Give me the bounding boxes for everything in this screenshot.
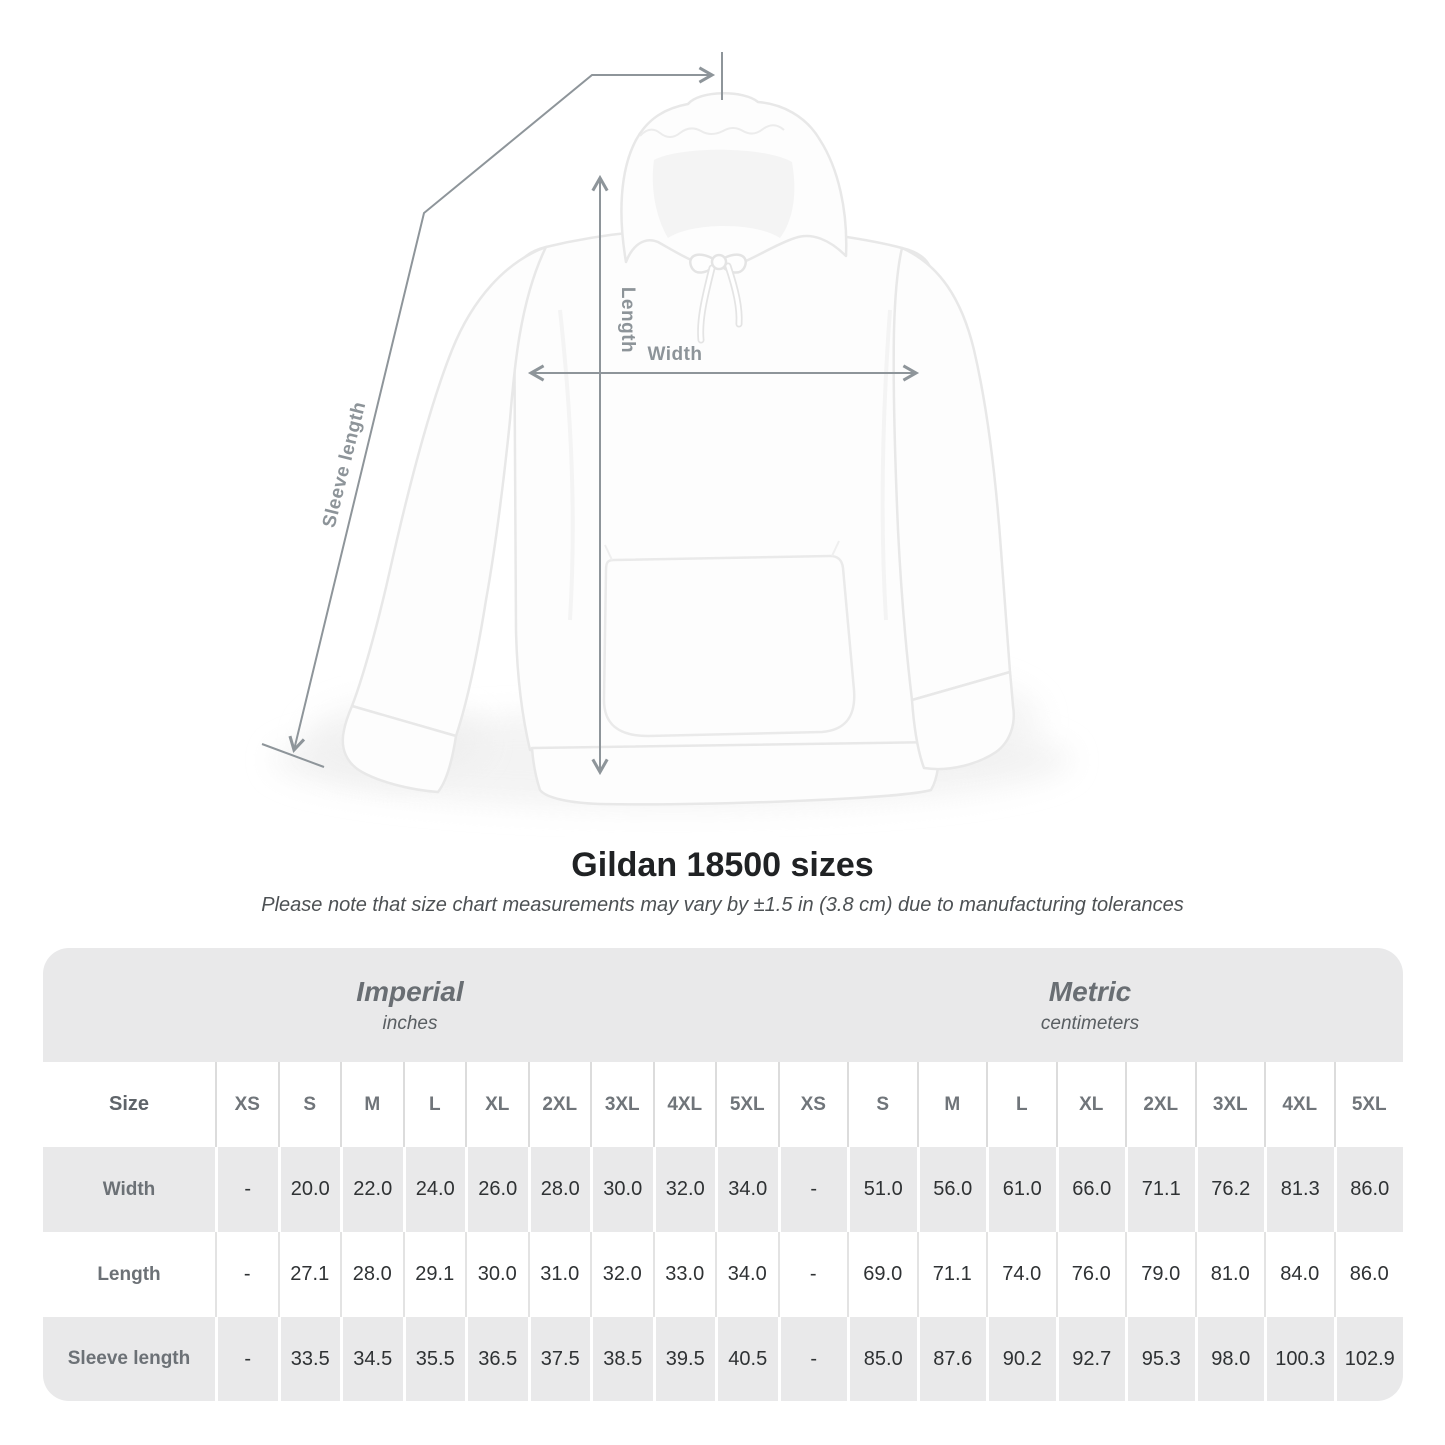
value-cell: 39.5 <box>653 1317 716 1401</box>
value-cell: 34.0 <box>715 1232 778 1317</box>
tolerance-note: Please note that size chart measurements may vary by ±1.5 in (3.8 cm) due to manufacturing tolerances <box>261 894 1184 916</box>
size-column-header: XL <box>465 1062 528 1147</box>
value-cell: 28.0 <box>340 1232 403 1317</box>
size-column-header: 5XL <box>715 1062 778 1147</box>
value-cell: 98.0 <box>1195 1317 1265 1401</box>
value-cell: 71.1 <box>1125 1147 1195 1232</box>
value-cell: 22.0 <box>340 1147 403 1232</box>
value-cell: 71.1 <box>917 1232 987 1317</box>
size-column-header: 4XL <box>1264 1062 1334 1147</box>
value-cell: 74.0 <box>986 1232 1056 1317</box>
hoodie-pocket <box>604 556 854 736</box>
value-cell: 38.5 <box>590 1317 653 1401</box>
value-cell: 79.0 <box>1125 1232 1195 1317</box>
value-cell: 36.5 <box>465 1317 528 1401</box>
value-cell: 86.0 <box>1334 1147 1404 1232</box>
value-cell: 87.6 <box>917 1317 987 1401</box>
row-label-cell: Length <box>97 1263 161 1285</box>
size-column-header: XS <box>215 1062 278 1147</box>
value-cell: - <box>778 1232 848 1317</box>
value-cell: 51.0 <box>847 1147 917 1232</box>
page-title: Gildan 18500 sizes <box>571 846 874 884</box>
size-column-header: M <box>340 1062 403 1147</box>
row-label-cell: Width <box>102 1178 156 1200</box>
value-cell: - <box>778 1147 848 1232</box>
imperial-section-header <box>43 948 777 1062</box>
value-cell: 34.5 <box>340 1317 403 1401</box>
value-cell: - <box>215 1232 278 1317</box>
value-cell: 35.5 <box>403 1317 466 1401</box>
size-column-header: XL <box>1056 1062 1126 1147</box>
metric-unit: centimeters <box>1040 1012 1140 1034</box>
value-cell: 31.0 <box>528 1232 591 1317</box>
size-column-header: 5XL <box>1334 1062 1404 1147</box>
value-cell: - <box>778 1317 848 1401</box>
unit-band <box>43 948 1403 1062</box>
value-cell: 84.0 <box>1264 1232 1334 1317</box>
value-cell: 81.3 <box>1264 1147 1334 1232</box>
table-body <box>43 1147 1403 1401</box>
size-column-header: XS <box>778 1062 848 1147</box>
value-cell: 32.0 <box>653 1147 716 1232</box>
size-column-header: 4XL <box>653 1062 716 1147</box>
hood-opening-shade <box>653 150 795 238</box>
value-cell: 92.7 <box>1056 1317 1126 1401</box>
value-cell: 56.0 <box>917 1147 987 1232</box>
value-cell: - <box>215 1317 278 1401</box>
value-cell: 30.0 <box>465 1232 528 1317</box>
size-column-header: 3XL <box>1195 1062 1265 1147</box>
size-column-header: L <box>403 1062 466 1147</box>
imperial-title: Imperial <box>356 975 464 1007</box>
size-column-header: 2XL <box>1125 1062 1195 1147</box>
value-cell: 33.5 <box>278 1317 341 1401</box>
hoodie-hem <box>532 742 939 804</box>
imperial-unit: inches <box>382 1012 438 1034</box>
value-cell: 26.0 <box>465 1147 528 1232</box>
value-cell: 69.0 <box>847 1232 917 1317</box>
value-cell: 81.0 <box>1195 1232 1265 1317</box>
size-column-header: 2XL <box>528 1062 591 1147</box>
value-cell: 61.0 <box>986 1147 1056 1232</box>
value-cell: 76.0 <box>1056 1232 1126 1317</box>
value-cell: 34.0 <box>715 1147 778 1232</box>
value-cell: 20.0 <box>278 1147 341 1232</box>
value-cell: 40.5 <box>715 1317 778 1401</box>
value-cell: 86.0 <box>1334 1232 1404 1317</box>
hoodie-right-sleeve <box>894 248 1010 700</box>
value-cell: 102.9 <box>1334 1317 1404 1401</box>
size-column-header: S <box>278 1062 341 1147</box>
value-cell: 33.0 <box>653 1232 716 1317</box>
value-cell: 95.3 <box>1125 1317 1195 1401</box>
value-cell: 27.1 <box>278 1232 341 1317</box>
metric-title: Metric <box>1048 975 1132 1007</box>
length-label: Length <box>617 286 638 354</box>
value-cell: 30.0 <box>590 1147 653 1232</box>
hoodie-illustration <box>343 93 1014 804</box>
value-cell: 66.0 <box>1056 1147 1126 1232</box>
row-label-cell: Sleeve length <box>67 1348 191 1369</box>
size-column-header: 3XL <box>590 1062 653 1147</box>
size-column-header: M <box>917 1062 987 1147</box>
width-label: Width <box>647 344 703 365</box>
value-cell: 24.0 <box>403 1147 466 1232</box>
value-cell: 85.0 <box>847 1317 917 1401</box>
size-column-header: L <box>986 1062 1056 1147</box>
size-table <box>43 948 1403 1401</box>
table-row <box>43 1232 1403 1317</box>
size-header-row <box>43 1062 1403 1147</box>
value-cell: 37.5 <box>528 1317 591 1401</box>
value-cell: 29.1 <box>403 1232 466 1317</box>
size-column-header: S <box>847 1062 917 1147</box>
row-header-cell: Size <box>108 1093 150 1115</box>
value-cell: - <box>215 1147 278 1232</box>
value-cell: 32.0 <box>590 1232 653 1317</box>
metric-section-header <box>777 948 1403 1062</box>
table-row <box>43 1317 1403 1401</box>
value-cell: 28.0 <box>528 1147 591 1232</box>
table-row <box>43 1147 1403 1232</box>
value-cell: 76.2 <box>1195 1147 1265 1232</box>
sleeve-length-label: Sleeve length <box>318 399 371 530</box>
value-cell: 100.3 <box>1264 1317 1334 1401</box>
value-cell: 90.2 <box>986 1317 1056 1401</box>
